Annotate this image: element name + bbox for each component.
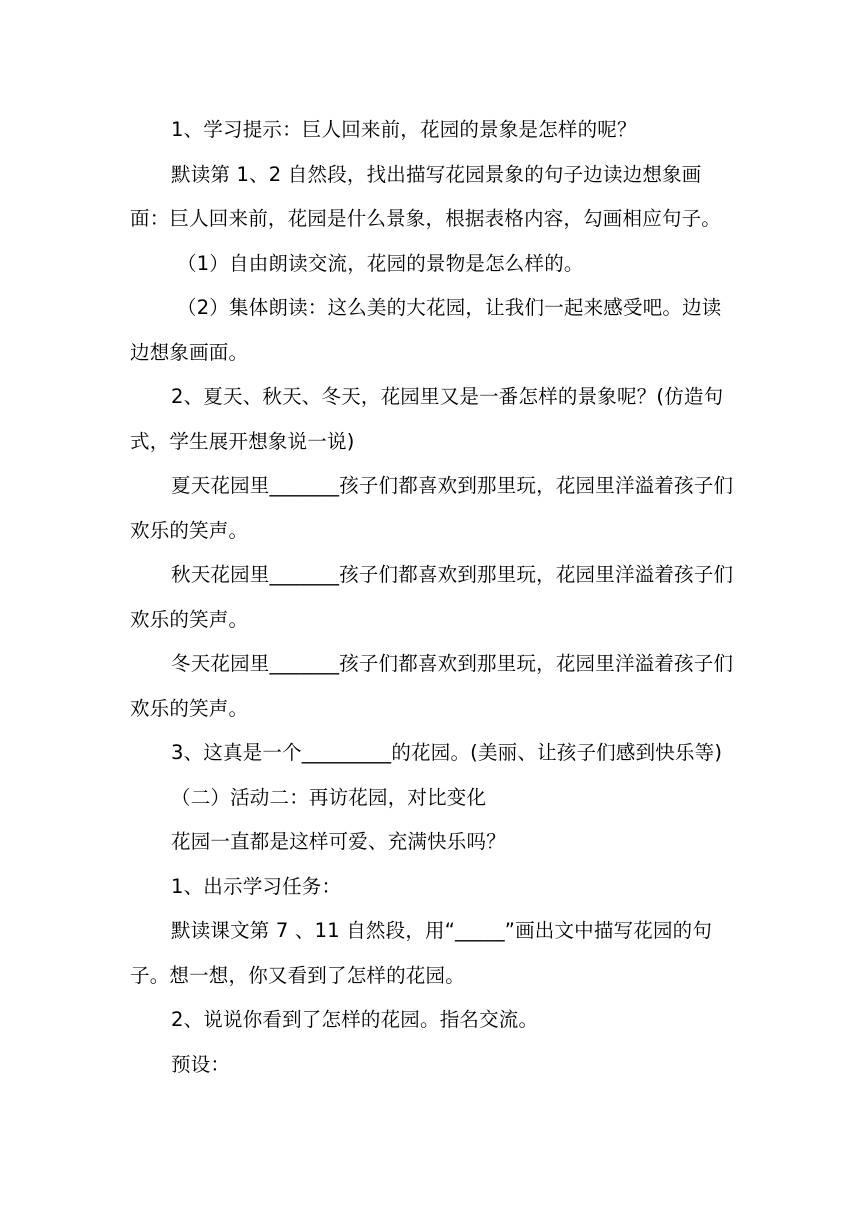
paragraph-learning-tip: 1、学习提示：巨人回来前，花园的景象是怎样的呢？ <box>171 118 637 141</box>
paragraph-autumn-sentence: 秋天花园里_______孩子们都喜欢到那里玩，花园里洋溢着孩子们欢乐的笑声。 <box>130 563 734 631</box>
paragraph-seasons-question: 2、夏天、秋天、冬天，花园里又是一番怎样的景象呢？(仿造句式，学生展开想象说一说) <box>130 385 724 453</box>
paragraph-garden-summary: 3、这真是一个_________的花园。(美丽、让孩子们感到快乐等) <box>171 741 723 764</box>
paragraph-show-task: 1、出示学习任务： <box>171 874 342 898</box>
paragraph-winter-sentence: 冬天花园里_______孩子们都喜欢到那里玩，花园里洋溢着孩子们欢乐的笑声。 <box>130 652 734 720</box>
paragraph-preset: 预设： <box>171 1052 231 1076</box>
paragraph-reading-task: 默读课文第 7 、11 自然段，用“_____”画出文中描写花园的句子。想一想，你又看到了怎样的花园。 <box>130 919 713 987</box>
document-body <box>130 108 734 1087</box>
paragraph-garden-question: 花园一直都是这样可爱、充满快乐吗？ <box>171 830 506 853</box>
paragraph-discussion: 2、说说你看到了怎样的花园。指名交流。 <box>171 1008 539 1031</box>
paragraph-summer-sentence: 夏天花园里_______孩子们都喜欢到那里玩，花园里洋溢着孩子们欢乐的笑声。 <box>130 474 734 542</box>
paragraph-activity-two-heading: （二）活动二：再访花园，对比变化 <box>171 785 487 809</box>
paragraph-silent-reading-task: 默读第 1、2 自然段，找出描写花园景象的句子边读边想象画面：巨人回来前，花园是什么景象，根据表格内容，勾画相应句子。 <box>130 162 722 230</box>
paragraph-group-reading: （2）集体朗读：这么美的大花园，让我们一起来感受吧。边读边想象画面。 <box>130 296 722 364</box>
paragraph-free-reading: （1）自由朗读交流，花园的景物是怎么样的。 <box>177 251 584 275</box>
